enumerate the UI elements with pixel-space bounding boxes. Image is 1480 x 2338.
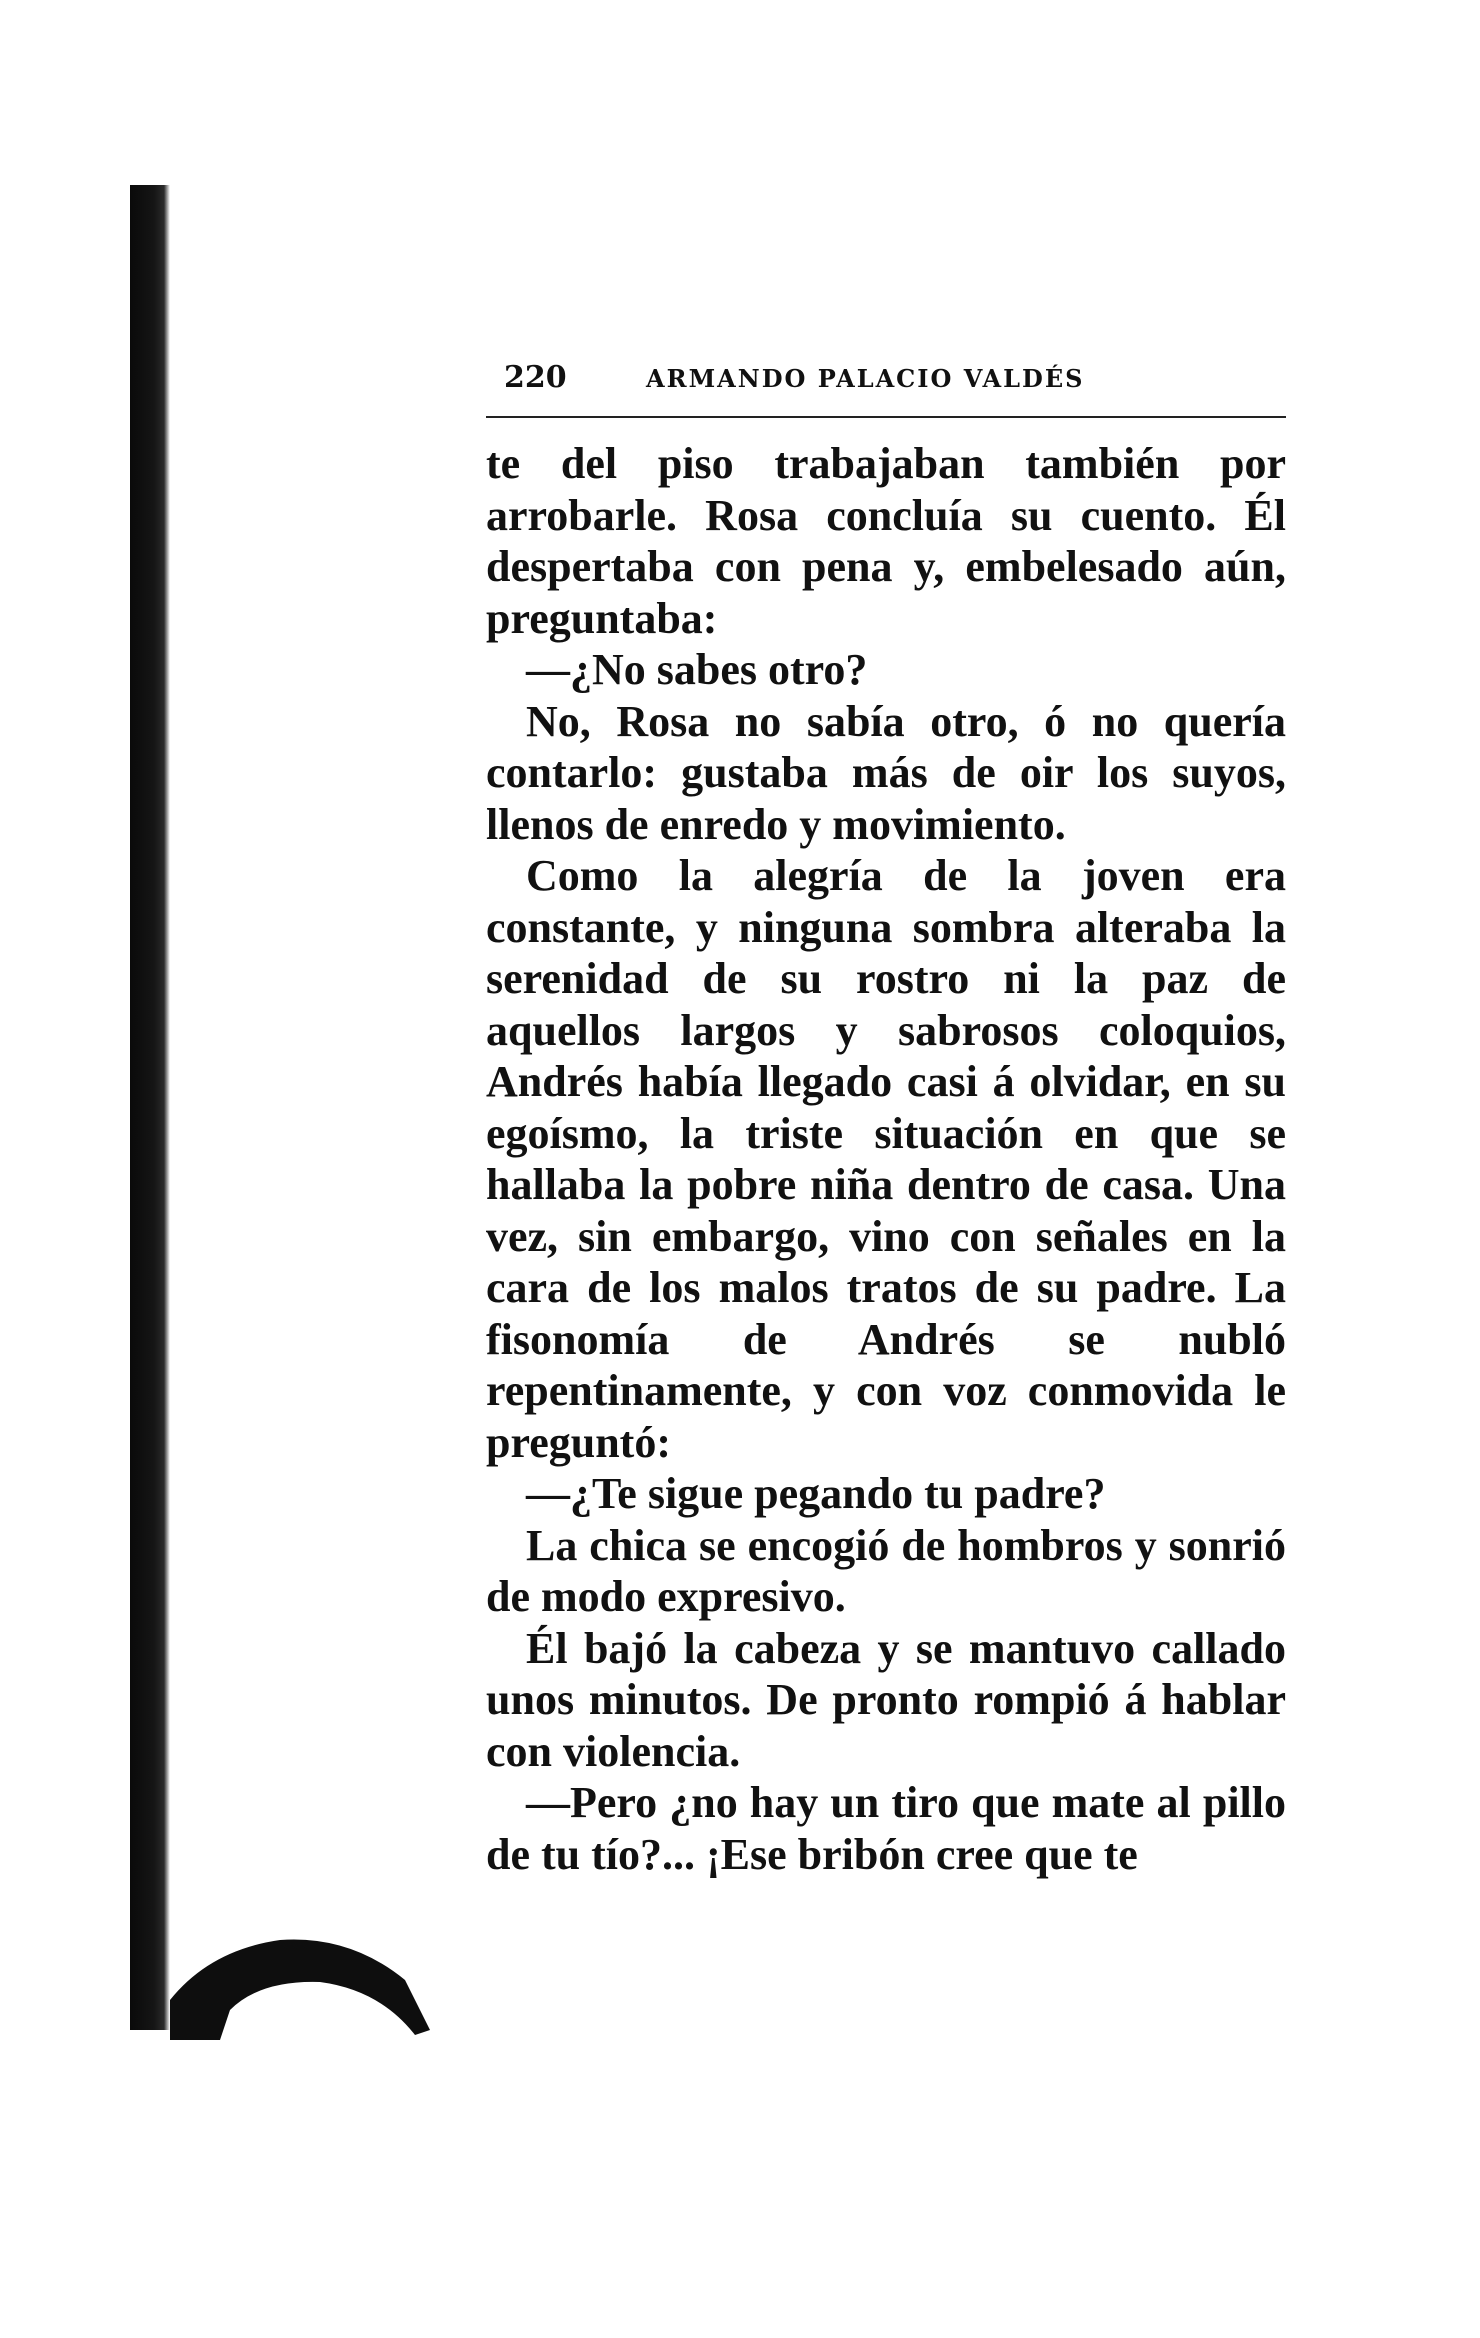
- page-number: 220: [504, 360, 567, 395]
- paragraph: La chica se encogió de hombros y sonrió de modo expresivo.: [486, 1520, 1286, 1621]
- body-text: [486, 438, 1286, 1880]
- binding-curl: [150, 1890, 450, 2040]
- paragraph: Como la alegría de la joven era constante, y ninguna sombra alteraba la serenidad de su rostro ni la paz de aquellos largos y sabrosos coloquios, Andrés había llegado casi á olvidar, en su egoísmo, la triste situación en que se hallaba la pobre niña dentro de casa. Una vez, sin embargo, vino con señales en la cara de los malos tratos de su padre. La fisonomía de Andrés se nubló repentinamente, y con voz conmovida le preguntó:: [486, 851, 1286, 1467]
- paragraph: te del piso trabajaban también por arrobarle. Rosa concluía su cuento. Él despertaba con pena y, embelesado aún, preguntaba:: [486, 439, 1286, 643]
- binding-shadow: [130, 185, 170, 2030]
- paragraph: Él bajó la cabeza y se mantuvo callado unos minutos. De pronto rompió á hablar con violencia.: [486, 1623, 1286, 1776]
- paragraph: —¿Te sigue pegando tu padre?: [526, 1469, 1106, 1518]
- paragraph: —Pero ¿no hay un tiro que mate al pillo de tu tío?... ¡Ese bribón cree que te: [486, 1778, 1286, 1879]
- paragraph: No, Rosa no sabía otro, ó no quería contarlo: gustaba más de oir los suyos, llenos de enredo y movimiento.: [486, 696, 1286, 849]
- book-page: [486, 360, 1286, 1880]
- running-head: ARMANDO PALACIO VALDÉS: [646, 364, 1085, 393]
- header-rule: [486, 416, 1286, 418]
- paragraph: —¿No sabes otro?: [526, 645, 868, 694]
- page-header: [486, 360, 1286, 412]
